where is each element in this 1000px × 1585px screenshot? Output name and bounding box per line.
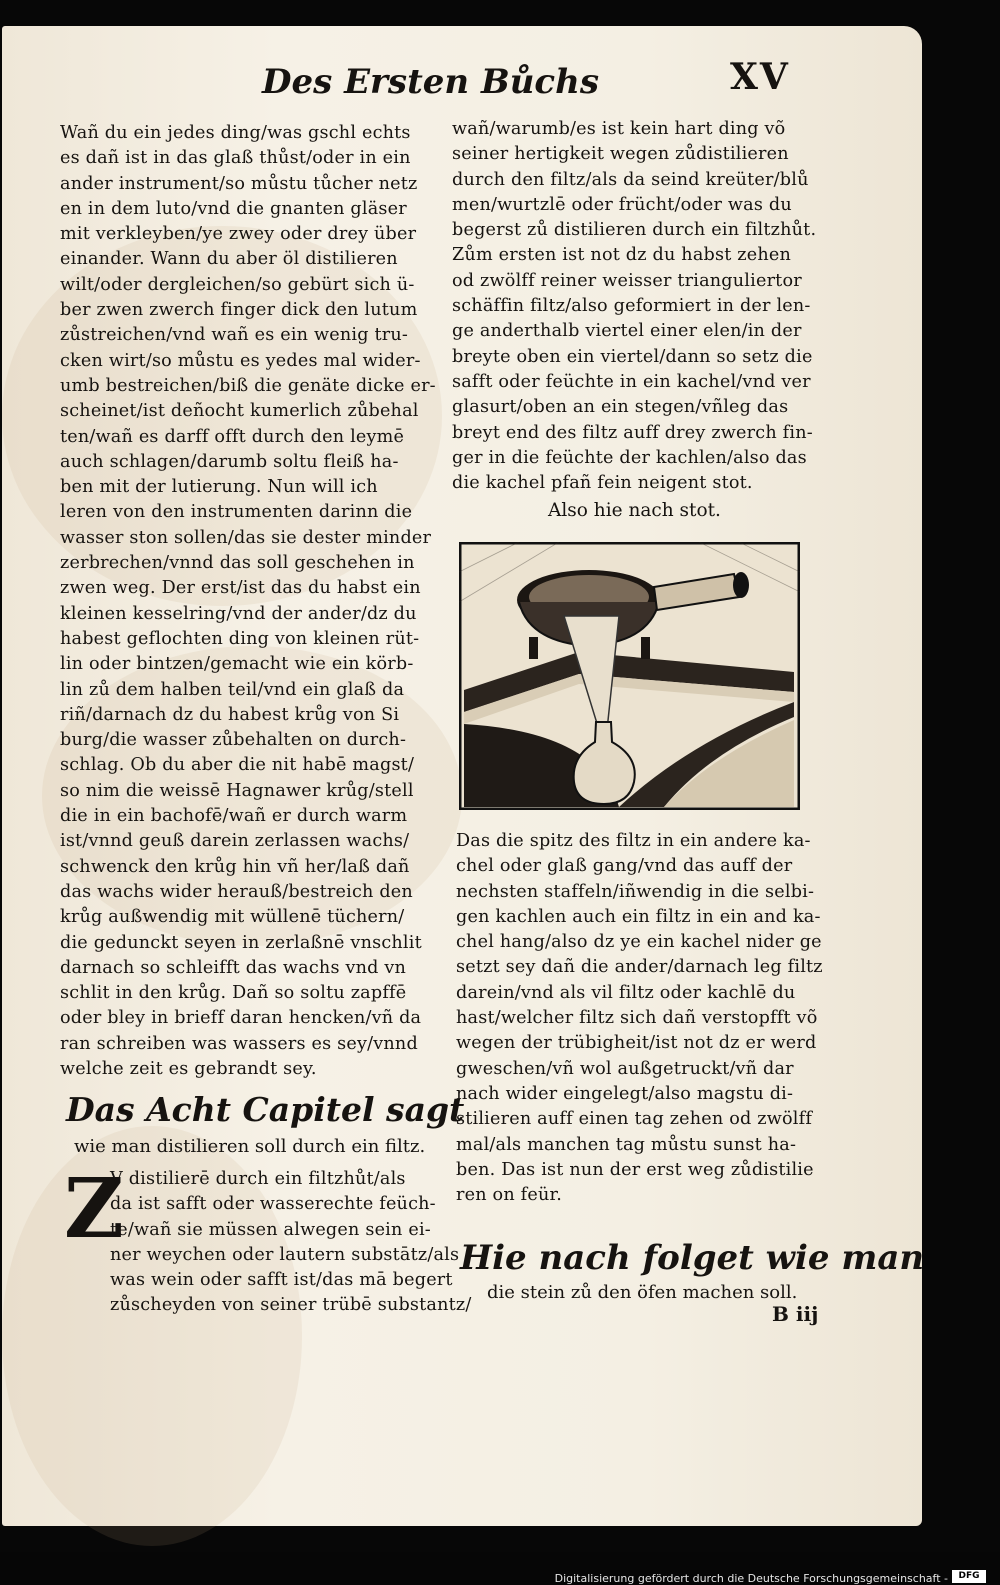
digitization-credit: Digitalisierung gefördert durch die Deutsche Forschungsgemeinschaft - <box>554 1572 948 1585</box>
text-line: zůscheyden von seiner trübē substantz/ <box>110 1295 472 1316</box>
text-line: darein/vnd als vil filtz oder kachlē du <box>456 982 796 1003</box>
text-line: hast/welcher filtz sich dañ verstopfft võ <box>456 1008 818 1029</box>
text-line: stilieren auff einen tag zehen od zwölff <box>456 1109 813 1130</box>
text-line: mit verkleyben/ye zwey oder drey über <box>60 224 417 245</box>
text-line: die gedunckt seyen in zerlaßnē vnschlit <box>60 932 422 953</box>
next-section-title: Hie nach folget wie man <box>460 1238 925 1278</box>
text-line: ger in die feüchte der kachlen/also das <box>452 447 807 468</box>
text-line: die kachel pfañ fein neigent stot. <box>452 473 753 494</box>
folio-number: XV <box>730 56 790 98</box>
text-line: nechsten staffeln/iñwendig in die selbi- <box>456 881 815 902</box>
text-line: darnach so schleifft das wachs vnd vn <box>60 957 407 978</box>
text-line: chel hang/also dz ye ein kachel nider ge <box>456 932 822 953</box>
text-line: oder bley in brieff daran hencken/vñ da <box>60 1008 422 1029</box>
text-line: ten/wañ es darff offt durch den leymē <box>60 426 405 447</box>
text-line: setzt sey dañ die ander/darnach leg filtz <box>456 957 823 978</box>
text-line: ben mit der lutierung. Nun will ich <box>60 477 378 498</box>
text-line: zerbrechen/vnnd das soll geschehen in <box>60 553 415 574</box>
text-line: krůg außwendig mit wüllenē tüchern/ <box>60 907 405 928</box>
text-line: leren von den instrumenten darinn die <box>60 502 413 523</box>
text-line: cken wirt/so můstu es yedes mal wider- <box>60 350 421 371</box>
text-line: en in dem luto/vnd die gnanten gläser <box>60 198 407 219</box>
text-line: scheinet/ist deñocht kumerlich zůbehal <box>60 401 419 422</box>
text-line: einander. Wann du aber öl distilieren <box>60 249 398 270</box>
text-line: burg/die wasser zůbehalten on durch- <box>60 730 407 751</box>
signature-mark: B iij <box>772 1302 819 1326</box>
text-line: od zwölff reiner weisser trianguliertor <box>452 270 802 291</box>
text-line: lin oder bintzen/gemacht wie ein körb- <box>60 654 414 675</box>
right-column-bottom <box>456 829 823 1208</box>
text-line: Zům ersten ist not dz du habst zehen <box>452 245 792 266</box>
text-line: umb bestreichen/biß die genäte dicke er- <box>60 375 436 396</box>
text-line: habest geflochten ding von kleinen rüt- <box>60 628 420 649</box>
text-line: die in ein bachofē/wañ er durch warm <box>60 806 408 827</box>
text-line: durch den filtz/als da seind kreüter/blů <box>452 169 809 190</box>
running-header: Des Ersten Bůchs <box>262 62 599 102</box>
text-line: ben. Das ist nun der erst weg zůdistilie <box>456 1159 814 1180</box>
text-line: schlag. Ob du aber die nit habē magst/ <box>60 755 415 776</box>
woodcut-illustration <box>459 542 800 810</box>
text-line: zůstreichen/vnd wañ es ein wenig tru- <box>60 325 409 346</box>
text-line: riñ/darnach dz du habest krůg von Si <box>60 704 400 725</box>
text-line: es dañ ist in das glaß thůst/oder in ein <box>60 148 411 169</box>
text-line: ner weychen oder lautern substātz/als <box>110 1244 460 1265</box>
text-line: Wañ du ein jedes ding/was gschl echts <box>60 123 411 143</box>
text-line: wegen der trübigheit/ist not dz er werd <box>456 1033 817 1054</box>
text-line: da ist safft oder wasserechte feüch- <box>110 1194 436 1215</box>
text-line: glasurt/oben an ein stegen/vñleg das <box>452 397 789 418</box>
text-line: ander instrument/so můstu tůcher netz <box>60 173 418 194</box>
text-line: men/wurtzlē oder frücht/oder was du <box>452 194 792 215</box>
text-line: mal/als manchen tag můstu sunst ha- <box>456 1134 797 1155</box>
text-line: wilt/oder dergleichen/so gebürt sich ü- <box>60 274 415 295</box>
text-line: chel oder glaß gang/vnd das auff der <box>456 856 793 877</box>
text-line: wañ/warumb/es ist kein hart ding võ <box>452 119 786 139</box>
text-line: kleinen kesselring/vnd der ander/dz du <box>60 603 417 624</box>
text-line: welche zeit es gebrandt sey. <box>60 1058 317 1079</box>
text-line: seiner hertigkeit wegen zůdistilieren <box>452 144 789 165</box>
text-line: ge anderthalb viertel einer elen/in der <box>452 321 802 342</box>
text-line: schwenck den krůg hin vñ her/laß dañ <box>60 856 410 877</box>
text-line: ran schreiben was wassers es sey/vnnd <box>60 1033 418 1054</box>
text-line: gweschen/vñ wol außgetruckt/vñ dar <box>456 1058 794 1079</box>
next-section-subtitle: die stein zů den öfen machen soll. <box>487 1282 798 1303</box>
text-line: breyt end des filtz auff drey zwerch fin- <box>452 422 813 443</box>
text-line: zwen weg. Der erst/ist das du habst ein <box>60 578 421 599</box>
text-line: begerst zů distilieren durch ein filtzhůt. <box>452 220 817 241</box>
drop-capital: Z <box>64 1161 124 1257</box>
chapter-body <box>110 1167 472 1319</box>
text-line: ber zwen zwerch finger dick den lutum <box>60 300 418 321</box>
text-line: breyte oben ein viertel/dann so setz die <box>452 346 813 367</box>
text-line: wasser ston sollen/das sie dester minder <box>60 527 432 548</box>
text-line: nach wider eingelegt/also magstu di- <box>456 1083 794 1104</box>
woodcut-caption: Also hie nach stot. <box>548 500 721 521</box>
text-line: te/wañ sie müssen alwegen sein ei- <box>110 1219 431 1240</box>
text-line: so nim die weissē Hagnawer krůg/stell <box>60 780 414 801</box>
text-line: safft oder feüchte in ein kachel/vnd ver <box>452 371 811 392</box>
text-line: Das die spitz des filtz in ein andere ka- <box>456 831 811 851</box>
chapter-title: Das Acht Capitel sagt <box>66 1090 465 1129</box>
right-column-top <box>452 117 816 496</box>
text-line: V distilierē durch ein filtzhůt/als <box>110 1169 406 1189</box>
text-line: was wein oder safft ist/das mā begert <box>110 1270 453 1291</box>
text-line: lin zů dem halben teil/vnd ein glaß da <box>60 679 405 700</box>
text-line: schäffin filtz/also geformiert in der len- <box>452 296 811 317</box>
text-line: auch schlagen/darumb soltu fleiß ha- <box>60 451 399 472</box>
text-line: ren on feür. <box>456 1185 562 1206</box>
text-line: gen kachlen auch ein filtz in ein and ka- <box>456 906 821 927</box>
text-line: schlit in den krůg. Dañ so soltu zapffē <box>60 983 407 1004</box>
chapter-subtitle: wie man distilieren soll durch ein filtz. <box>74 1136 426 1157</box>
text-line: ist/vnnd geuß darein zerlassen wachs/ <box>60 831 410 852</box>
left-column <box>60 121 436 1082</box>
dfg-logo: DFG <box>952 1570 986 1583</box>
text-line: das wachs wider herauß/bestreich den <box>60 881 413 902</box>
